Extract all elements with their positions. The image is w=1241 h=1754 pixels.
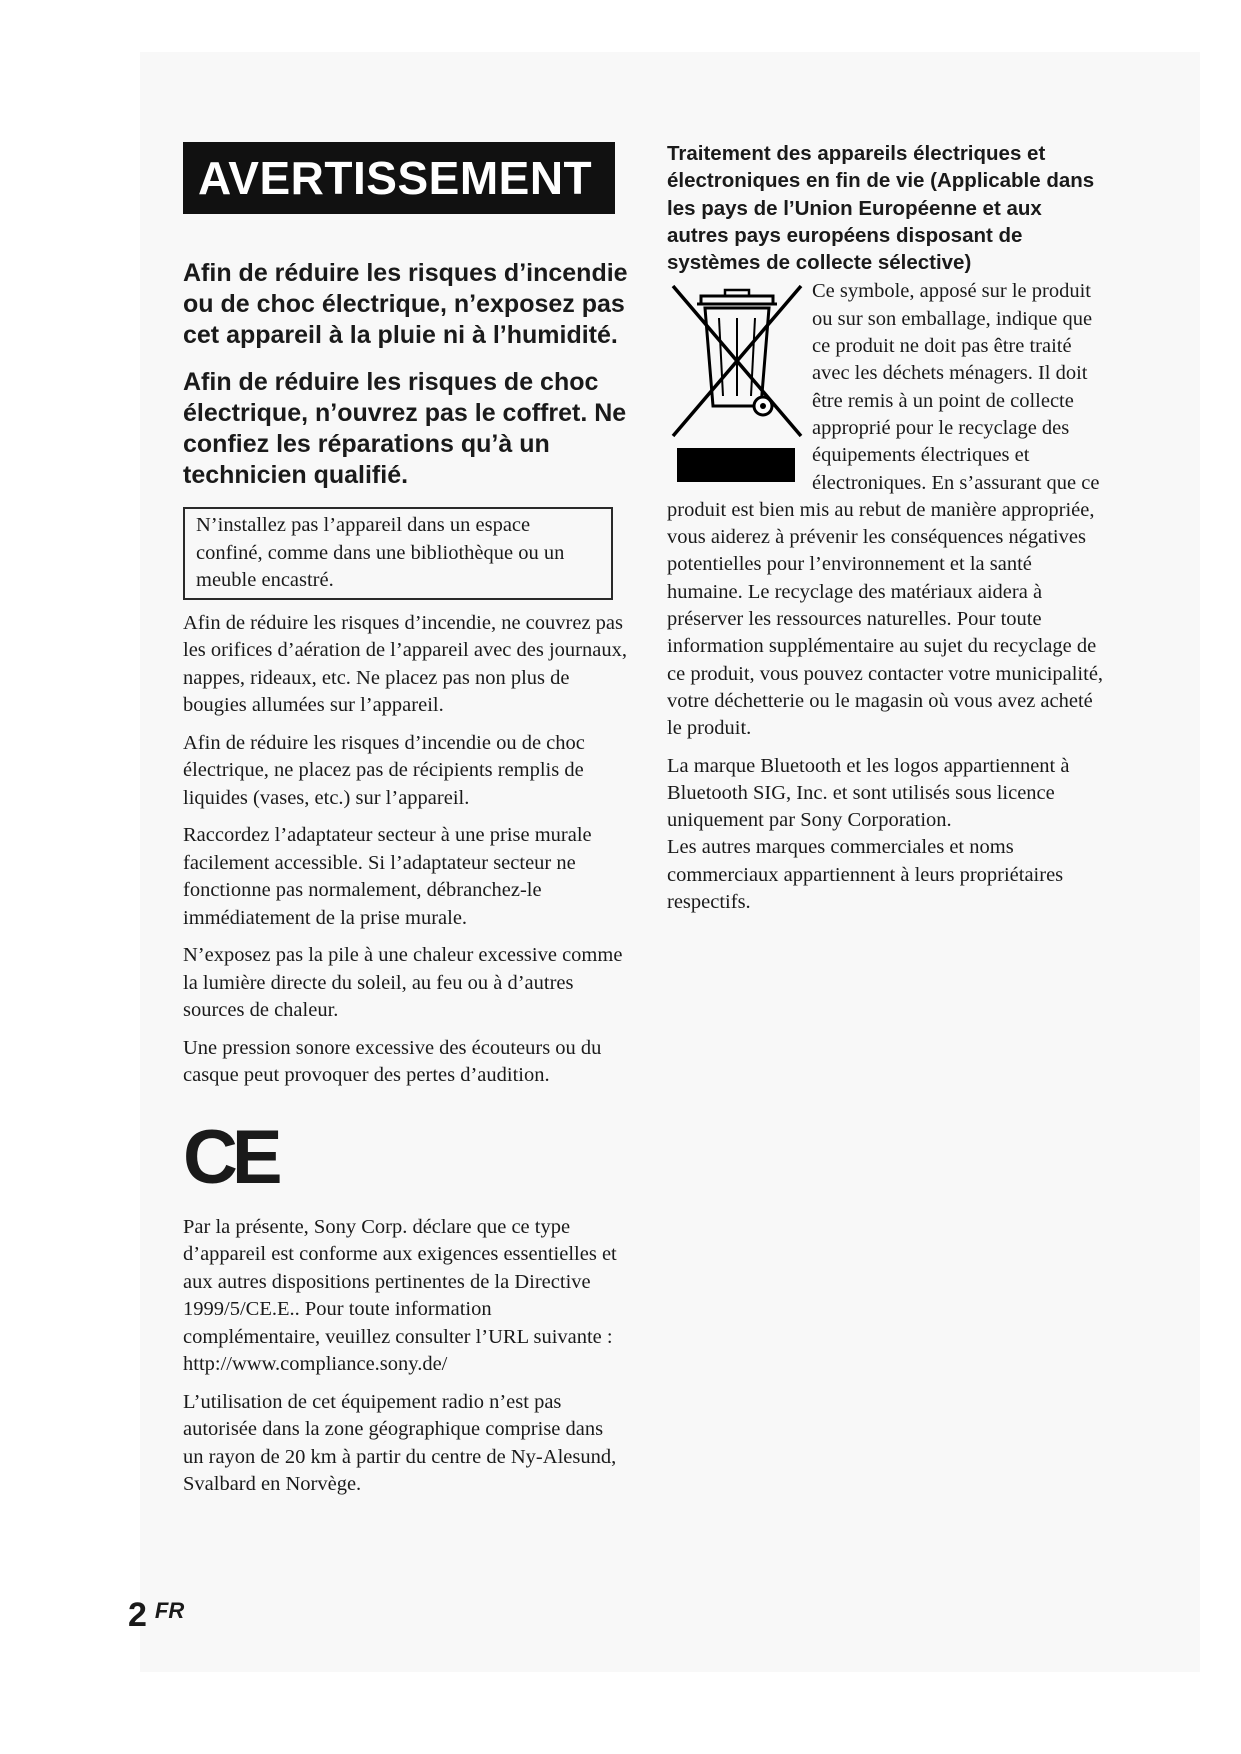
paragraph-ce-declaration: Par la présente, Sony Corp. déclare que ce type d’appareil est conforme aux exigences essentielles et aux autres dispositions pertinentes de la Directive 1999/5/CE.E.. Pour toute information complémentaire, veuillez consulter l’URL suivante : http://www.compliance.sony.de/ [183,1215,617,1375]
crossed-out-wheelie-bin-icon [667,278,812,492]
warning-shock-enclosure: Afin de réduire les risques de choc électrique, n’ouvrez pas le coffret. Ne confiez les réparations qu’à un technicien qualifié. [183,368,627,489]
warning-fire-shock: Afin de réduire les risques d’incendie ou de choc électrique, n’exposez pas cet appareil à la pluie ni à l’humidité. [183,259,628,349]
paragraph-radio-restriction: L’utilisation de cet équipement radio n’est pas autorisée dans la zone géographique comprise dans un rayon de 20 km à partir du centre de Ny-Alesund, Svalbard en Norvège. [183,1390,617,1495]
page-footer [128,1596,184,1635]
recycling-heading: Traitement des appareils électriques et électroniques en fin de vie (Applicable dans les pays de l’Union Européenne et aux autres pays européens disposant de systèmes de collecte sélective) [667,142,1095,275]
recycling-section [667,278,1107,742]
paragraph-hearing: Une pression sonore excessive des écouteurs ou du casque peut provoquer des pertes d’audition. [183,1036,602,1086]
paragraph-ac-adapter: Raccordez l’adaptateur secteur à une prise murale facilement accessible. Si l’adaptateur secteur ne fonctionne pas normalement, débranchez-le immédiatement de la prise murale. [183,824,592,929]
paragraph-bluetooth-trademark: La marque Bluetooth et les logos appartiennent à Bluetooth SIG, Inc. et sont utilisés sous licence uniquement par Sony Corporation. [667,754,1070,832]
paragraph-ventilation: Afin de réduire les risques d’incendie, ne couvrez pas les orifices d’aération de l’appareil avec des journaux, nappes, rideaux, etc. Ne placez pas non plus de bougies allumées sur l’appareil. [183,611,627,716]
language-code: FR [154,1598,185,1623]
weee-solid-bar [677,448,795,482]
paragraph-battery-heat: N’exposez pas la pile à une chaleur excessive comme la lumière directe du soleil, au feu ou à d’autres sources de chaleur. [183,944,623,1021]
ce-mark-logo: CE [183,1114,277,1200]
paragraph-other-trademarks: Les autres marques commerciales et noms commerciaux appartiennent à leurs propriétaires respectifs. [667,836,1064,914]
boxed-installation-note: N’installez pas l’appareil dans un espace confiné, comme dans une bibliothèque ou un meuble encastré. [183,507,613,600]
page-number: 2 [128,1596,147,1634]
page-title: AVERTISSEMENT [183,142,615,214]
recycling-text: Ce symbole, apposé sur le produit ou sur son emballage, indique que ce produit ne doit pas être traité avec les déchets ménagers. Il doit être remis à un point de collecte approprié pour le recyclage des équipements électriques et électroniques. En s’assurant que ce produit est bien mis au rebut de manière appropriée, vous aiderez à prévenir les conséquences négatives potentielles pour l’environnement et la santé humaine. Le recyclage des matériaux aidera à préserver les ressources naturelles. Pour toute information supplémentaire au sujet du recyclage de ce produit, vous pouvez contacter votre municipalité, votre déchetterie ou le magasin où vous avez acheté le produit. [667,280,1104,740]
paragraph-liquids: Afin de réduire les risques d’incendie ou de choc électrique, ne placez pas de récipients remplis de liquides (vases, etc.) sur l’appareil. [183,731,585,809]
right-column [667,140,1107,916]
left-column [183,142,628,1499]
